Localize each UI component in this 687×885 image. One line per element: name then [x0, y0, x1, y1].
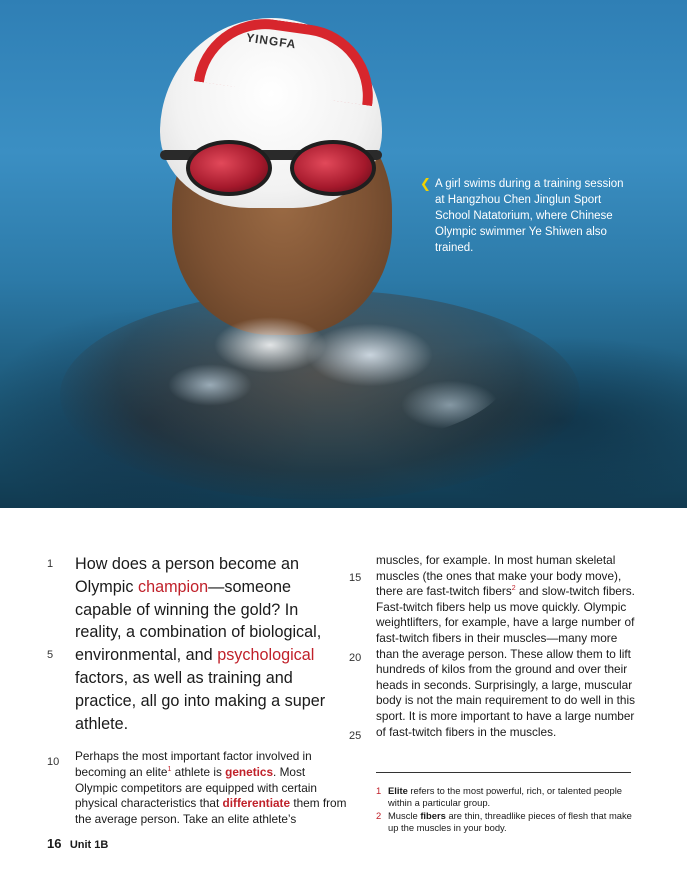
right-column [376, 553, 636, 740]
goggle-lens-right [290, 140, 376, 196]
body-text-6: and slow-twitch fibers. Fast-twitch fibers help us move quickly. Olympic weightlifters, for example, have a large number of fast-twitch fibers in their muscles—many more than the average person. These allow them to lift hundreds of kilos from the ground and over their heads in seconds. Surprisingly, a large, muscular body is not the main requirement to do well in this sport. It is more important to have a large number of fast-twitch fibers in the muscles. [376, 584, 636, 739]
unit-label: Unit 1B [69, 839, 109, 851]
footnote-definition: are thin, threadlike pieces of flesh that make up the muscles in your body. [388, 810, 632, 833]
lead-text-2: —someone capable of winning the gold? In reality, a combination of biological, environmental, and [75, 577, 322, 665]
footnote-1 [376, 785, 632, 809]
line-number-10: 10 [47, 756, 60, 768]
body-paragraph-right [376, 553, 636, 740]
caption-arrow-icon: ❮ [420, 176, 431, 191]
footnote-definition: refers to the most powerful, rich, or talented people within a particular group. [388, 785, 622, 808]
vocab-term-champion: champion [137, 577, 209, 596]
footnote-number: 2 [376, 810, 382, 821]
line-number-20: 20 [349, 652, 362, 664]
vocab-term-differentiate: differentiate [222, 796, 291, 811]
line-number-5: 5 [47, 649, 54, 661]
footnote-ref-2: 2 [511, 585, 516, 593]
swim-cap-logo: YINGFA [245, 30, 298, 52]
water-splash [150, 295, 510, 445]
footnote-text [376, 810, 632, 834]
body-text-4: them from the average person. Take an elite athlete’s [75, 796, 347, 826]
body-text-5: muscles, for example. In most human skeletal muscles (the ones that make your body move), there are fast-twitch fibers [376, 553, 622, 599]
vocab-term-psychological: psychological [217, 646, 315, 665]
body-text-3: . Most Olympic competitors are equipped with certain physical characteristics that [75, 764, 317, 811]
footnote-term: Elite [388, 785, 408, 796]
page-number: 16 [47, 836, 62, 851]
line-number-15: 15 [349, 572, 362, 584]
footnote-term: fibers [420, 810, 446, 821]
footnote-ref-1: 1 [167, 766, 172, 774]
goggle-lens-left [186, 140, 272, 196]
footnote-prefix: Muscle [388, 810, 421, 821]
photo-caption-text: A girl swims during a training session at Hangzhou Chen Jinglun Sport School Natatorium, where Chinese Olympic swimmer Ye Shiwen also trained. [435, 178, 624, 254]
photo-caption [420, 176, 635, 256]
footnote-number: 1 [376, 785, 382, 796]
page-footer [47, 836, 108, 851]
footnote-text [376, 785, 632, 809]
body-paragraph-left [75, 749, 347, 827]
footnote-divider [376, 772, 631, 773]
lead-paragraph [75, 553, 347, 735]
vocab-term-genetics: genetics [225, 764, 274, 779]
body-text-2: athlete is [171, 764, 226, 779]
body-text-1: Perhaps the most important factor involved in becoming an elite [75, 749, 312, 779]
lead-text-1: How does a person become an Olympic [75, 555, 300, 596]
left-column [75, 553, 347, 827]
line-number-1: 1 [47, 558, 54, 570]
line-number-25: 25 [349, 730, 362, 742]
footnote-2 [376, 810, 632, 834]
lead-text-3: factors, as well as training and practice, all go into making a super athlete. [75, 668, 326, 733]
